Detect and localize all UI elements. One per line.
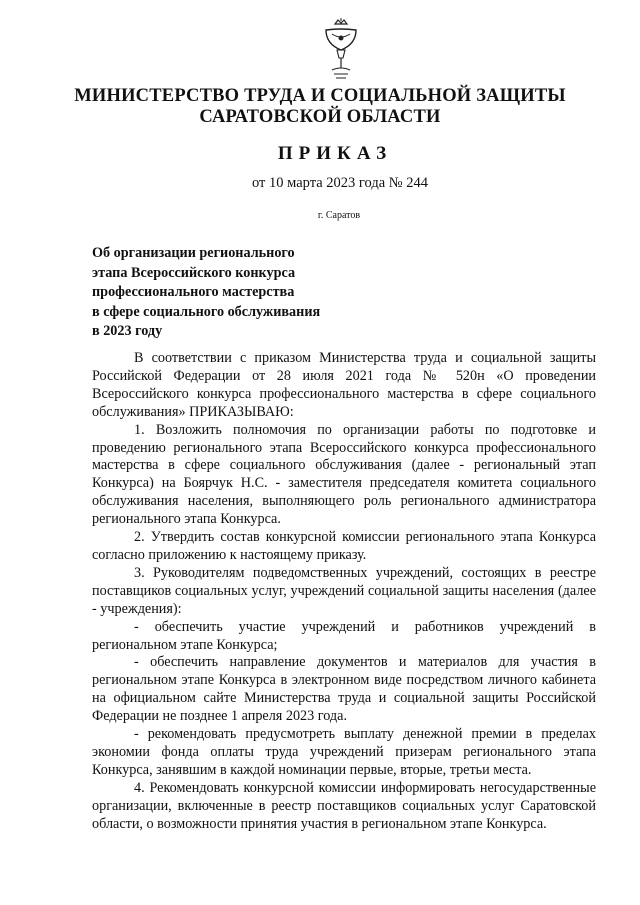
order-date-number: от 10 марта 2023 года № 244 [252, 175, 428, 191]
order-subject-line2: этапа Всероссийского конкурса [92, 264, 296, 281]
item-2-paragraph: 2. Утвердить состав конкурсной комиссии регионального этапа Конкурса согласно приложению к настоящему приказу. [92, 529, 596, 563]
ministry-name-line2: САРАТОВСКОЙ ОБЛАСТИ [199, 107, 441, 127]
order-subject-line5: в 2023 году [92, 323, 163, 340]
item-3-subitem-3: - рекомендовать предусмотреть выплату денежной премии в пределах экономии фонда оплаты труда учреждений призерам регионального этапа Конкурса, занявшим в каждой номинации первые, вторые, третьи места. [92, 726, 596, 778]
item-3-subitem-2: - обеспечить направление документов и материалов для участия в региональном этапе Конкурса в электронном виде посредством личного кабинета на официальном сайте Министерства труда и социальной защиты Российской Федерации не позднее 1 апреля 2023 года. [92, 654, 596, 725]
item-3-paragraph: 3. Руководителям подведомственных учреждений, состоящих в реестре поставщиков социальных услуг, учреждений социальной защиты населения (далее - учреждения): [92, 564, 596, 617]
preamble-paragraph: В соответствии с приказом Министерства труда и социальной защиты Российской Федерации от 28 июля 2021 года № 520н «О проведении Всероссийского конкурса профессионального мастерства в сфере социального обслуживания» ПРИКАЗЫВАЮ: [92, 350, 596, 420]
coat-of-arms-emblem-icon [318, 18, 364, 80]
order-city: г. Саратов [317, 210, 361, 221]
order-body [92, 350, 596, 833]
item-4-paragraph: 4. Рекомендовать конкурсной комиссии информировать негосударственные организации, включенные в реестр поставщиков социальных услуг Саратовской области, о возможности принятия участия в региональном этапе Конкурса. [92, 779, 596, 832]
document-type-title: ПРИКАЗ [277, 143, 393, 164]
item-3-subitem-1: - обеспечить участие учреждений и работников учреждений в региональном этапе Конкурса; [92, 618, 596, 653]
order-subject-line4: в сфере социального обслуживания [92, 303, 321, 320]
order-subject [92, 244, 392, 342]
ministry-name [0, 86, 640, 128]
order-subject-line1: Об организации регионального [92, 245, 295, 261]
ministry-name-line1: МИНИСТЕРСТВО ТРУДА И СОЦИАЛЬНОЙ ЗАЩИТЫ [74, 86, 566, 106]
order-subject-line3: профессионального мастерства [92, 284, 295, 301]
item-1-paragraph: 1. Возложить полномочия по организации работы по подготовке и проведению регионального этапа Всероссийского конкурса профессионального мастерства в сфере социального обслуживания (далее - региональный этап Конкурса) на Боярчук Н.С. - заместителя председателя комитета социального обслуживания населения, выполняющего роль регионального администратора регионального этапа Конкурса. [92, 421, 596, 528]
